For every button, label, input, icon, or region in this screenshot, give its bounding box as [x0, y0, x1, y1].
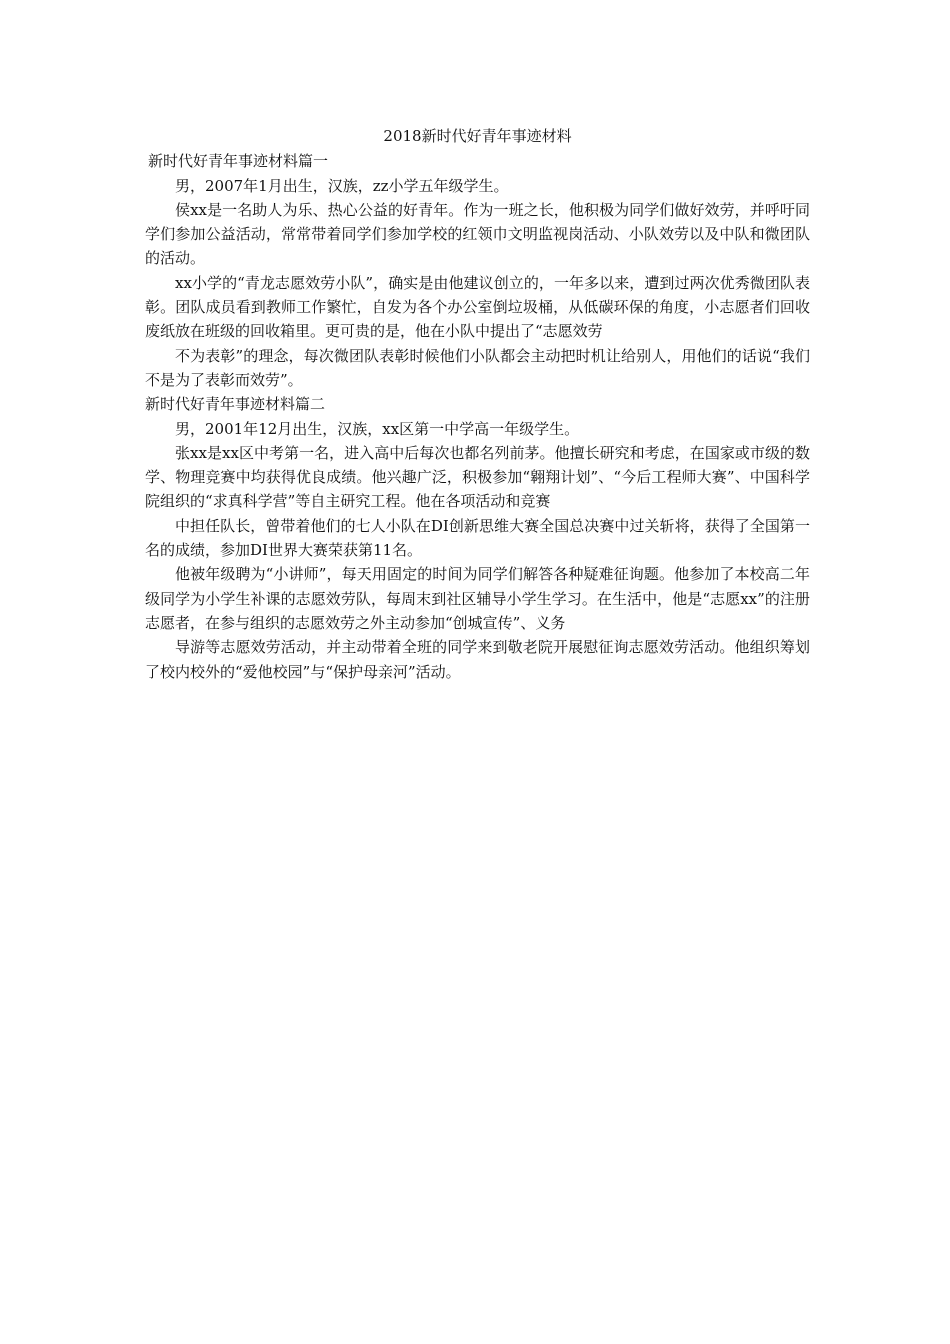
- document-body: [145, 124, 810, 684]
- paragraph: 侯xx是一名助人为乐、热心公益的好青年。作为一班之长，他积极为同学们做好效劳，并呼吁同学们参加公益活动，常常带着同学们参加学校的红领巾文明监视岗活动、小队效劳以及中队和微团队的活动。: [145, 200, 810, 268]
- paragraph: 他被年级聘为“小讲师”，每天用固定的时间为同学们解答各种疑难征询题。他参加了本校高二年级同学为小学生补课的志愿效劳队，每周末到社区辅导小学生学习。在生活中，他是“志愿xx”的注册志愿者，在参与组织的志愿效劳之外主动参加“创城宣传”、义务: [145, 565, 810, 632]
- paragraph: xx小学的“青龙志愿效劳小队”，确实是由他建议创立的，一年多以来，遭到过两次优秀微团队表彰。团队成员看到教师工作繁忙，自发为各个办公室倒垃圾桶，从低碳环保的角度，小志愿者们回收废纸放在班级的回收箱里。更可贵的是，他在小队中提出了“志愿效劳: [145, 273, 810, 341]
- document-title: 2018新时代好青年事迹材料: [383, 127, 572, 145]
- section-1: [145, 149, 810, 392]
- paragraph: 导游等志愿效劳活动，并主动带着全班的同学来到敬老院开展慰征询志愿效劳活动。他组织筹划了校内校外的“爱他校园”与“保护母亲河”活动。: [145, 638, 810, 681]
- paragraph: 男，2007年1月出生，汉族，zz小学五年级学生。: [175, 176, 509, 195]
- section-heading: 新时代好青年事迹材料篇二: [145, 395, 326, 414]
- paragraph: 男，2001年12月出生，汉族，xx区第一中学高一年级学生。: [175, 419, 580, 438]
- paragraph: 张xx是xx区中考第一名，进入高中后每次也都名列前茅。他擅长研究和考虑，在国家或市级的数学、物理竞赛中均获得优良成绩。他兴趣广泛，积极参加“翱翔计划”、“今后工程师大赛”、中国科学院组织的“求真科学营”等自主研究工程。他在各项活动和竞赛: [145, 443, 810, 511]
- section-heading: 新时代好青年事迹材料篇一: [148, 152, 329, 171]
- section-2: [145, 392, 810, 684]
- paragraph: 不为表彰”的理念，每次微团队表彰时候他们小队都会主动把时机让给别人，用他们的话说“我们不是为了表彰而效劳”。: [145, 346, 810, 389]
- paragraph: 中担任队长，曾带着他们的七人小队在DI创新思维大赛全国总决赛中过关斩将，获得了全国第一名的成绩，参加DI世界大赛荣获第11名。: [145, 516, 810, 560]
